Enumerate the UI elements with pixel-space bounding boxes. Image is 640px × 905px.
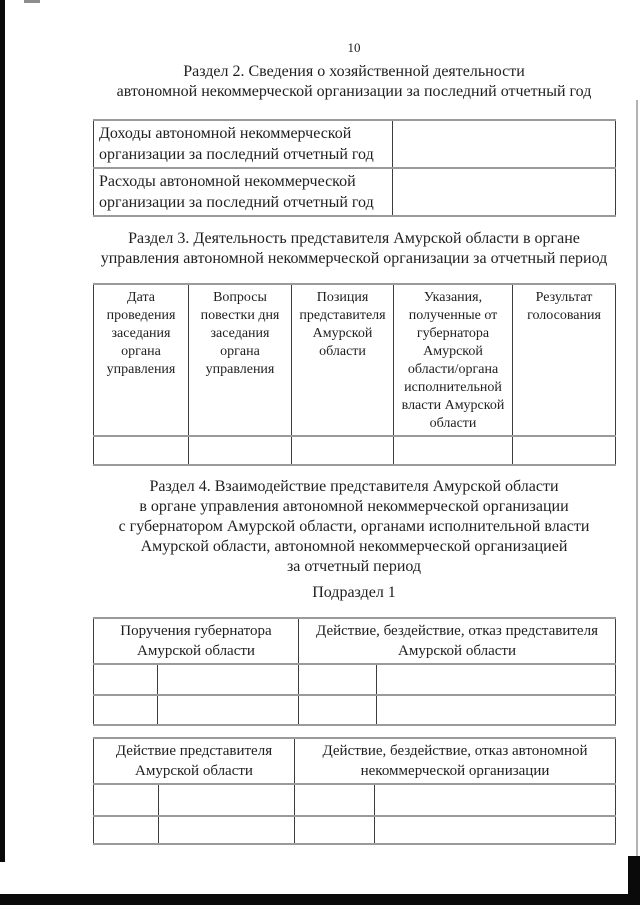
section3-heading-line2: управления автономной некоммерческой организации за отчетный период [100,250,608,267]
empty-cell [94,664,158,695]
empty-cell [159,784,295,816]
section4-heading-line1: Раздел 4. Взаимодействие представителя Амурской области [149,478,559,495]
empty-cell [295,784,375,816]
section4-heading-line4: Амурской области, автономной некоммерческой организацией [140,538,568,555]
table-row [94,120,616,168]
empty-cell [299,664,377,695]
page-number: 10 [347,40,361,55]
empty-cell [292,436,394,465]
section2-heading-line1: Раздел 2. Сведения о хозяйственной деятельности [183,63,525,80]
section4-table1 [93,617,616,726]
subsection1-label: Подраздел 1 [312,584,396,601]
empty-cell [94,784,159,816]
income-value-cell [393,120,616,168]
table-row [94,168,616,216]
empty-cell [375,816,616,844]
scan-edge-bar-bottom [0,894,640,905]
col-header-governor-orders: Поручения губернатора Амурской области [94,618,299,664]
empty-cell [189,436,292,465]
empty-cell [158,695,299,725]
table-row [94,784,616,816]
col-header-position: Позиция представителя Амурской области [292,284,394,436]
section4-table2 [93,737,616,845]
section4-heading-line3: с губернатором Амурской области, органами исполнительной власти [118,518,590,535]
section3-heading-line1: Раздел 3. Деятельность представителя Амурской области в органе [128,230,580,247]
table-row [94,664,616,695]
expenses-value-cell [393,168,616,216]
section4-heading-line2: в органе управления автономной некоммерческой организации [139,498,569,515]
income-label-cell: Доходы автономной некоммерческой организации за последний отчетный год [94,120,393,168]
table-row [94,436,616,465]
empty-cell [299,695,377,725]
col-header-instructions: Указания, полученные от губернатора Амурской области/органа исполнительной власти Амурской области [394,284,513,436]
empty-cell [94,695,158,725]
table-header-row [94,618,616,664]
section2-table [93,119,616,217]
scan-edge-bar-left [0,0,5,862]
col-header-representative-action: Действие представителя Амурской области [94,738,295,784]
empty-cell [377,695,616,725]
empty-cell [295,816,375,844]
table-header-row [94,738,616,784]
empty-cell [158,664,299,695]
section2-heading [93,62,615,102]
section4-heading-line5: за отчетный период [286,558,422,575]
col-header-vote-result: Результат голосования [513,284,616,436]
empty-cell [94,816,159,844]
scan-mark-top [24,0,40,3]
section4-heading [93,477,615,577]
empty-cell [94,436,189,465]
empty-cell [375,784,616,816]
empty-cell [159,816,295,844]
table-row [94,695,616,725]
scan-edge-line-right [636,100,638,862]
empty-cell [377,664,616,695]
section2-heading-line2: автономной некоммерческой организации за последний отчетный год [116,83,592,100]
col-header-representative-response: Действие, бездействие, отказ представителя Амурской области [299,618,616,664]
table-row [94,816,616,844]
expenses-label-cell: Расходы автономной некоммерческой организации за последний отчетный год [94,168,393,216]
empty-cell [513,436,616,465]
section3-heading [93,229,615,269]
col-header-agenda: Вопросы повестки дня заседания органа управления [189,284,292,436]
empty-cell [394,436,513,465]
table-header-row [94,284,616,436]
col-header-organization-response: Действие, бездействие, отказ автономной некоммерческой организации [295,738,616,784]
section3-table [93,283,616,466]
col-header-meeting-date: Дата проведения заседания органа управления [94,284,189,436]
